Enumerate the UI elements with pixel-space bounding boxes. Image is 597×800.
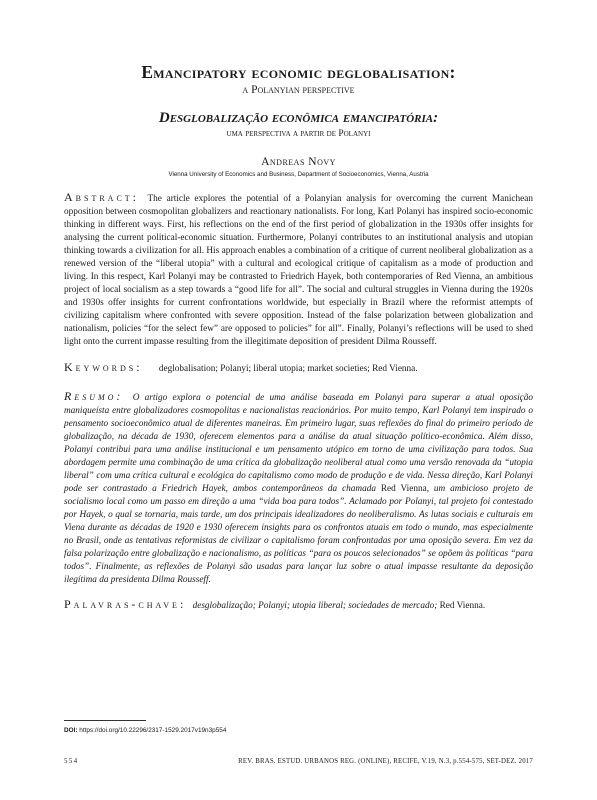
subtitle-portuguese: uma perspectiva a partir de Polanyi bbox=[226, 129, 371, 139]
doi-label: DOI: bbox=[64, 727, 78, 734]
keywords-label: Keywords: bbox=[64, 360, 143, 374]
page-footer bbox=[64, 757, 533, 766]
abstract-label: Abstract: bbox=[64, 190, 140, 204]
subtitle-english: a Polanyian perspective bbox=[242, 84, 355, 96]
abstract-text: The article explores the potential of a Polanyian analysis for overcoming the current Manichean opposition between cosmopolitan globalizers and reactionary nationalists. For long, Karl Polanyi has inspired socio-economic thinking in different ways. First, his reflections on the end of the first period of globalization in the 1930s offer insights for analysing the current political-economic situation. Furthermore, Polanyi contributes to an institutional analysis and utopian thinking towards a civilization for all. His approach enables a combination of a critique of current neoliberal globalization as a renewed version of the “liberal utopia” with a cultural and ecological critique of capitalism as a mode of production and living. In this respect, Karl Polanyi may be contrasted to Friedrich Hayek, both contemporaries of Red Vienna, an ambitious project of local socialism as a step towards a “good life for all”. The social and cultural struggles in Vienna during the 1920s and 1930s offer insights for current confrontations worldwide, but especially in Brazil where the reformist attempts of civilizing capitalism where confronted with severe opposition. Instead of the false polarization between globalization and nationalism, policies “for the select few” are opposed to policies” for all”. Finally, Polanyi’s reflections will be used to shed light onto the current impasse resulting from the illegitimate deposition of president Dilma Rousseff. bbox=[64, 194, 533, 347]
resumo-paragraph bbox=[64, 390, 533, 587]
page-number: 554 bbox=[64, 758, 79, 765]
resumo-text-part2: , um ambicioso projeto de socialismo local como um passo em direção a uma “vida boa para todos”. Aclamado por Polanyi, tal projeto foi contestado por Hayek, o qual se tornaria, mais tarde, um dos principais idealizadores do neoliberalismo. As lutas sociais e culturais em Viena durante as décadas de 1920 e 1930 oferecem insights para os confrontos atuais em todo o mundo, mas especialmente no Brasil, onde as tentativas reformistas de civilizar o capitalismo foram confrontadas por uma oposição severa. Em vez da falsa polarização entre globalização e nacionalismo, as políticas “para os poucos selecionados” se opõem às políticas “para todos”. Finalmente, as reflexões de Polanyi são usadas para lançar luz sobre o atual impasse resultante da deposição ilegítima da presidenta Dilma Rousseff. bbox=[64, 484, 534, 585]
keywords-text: deglobalisation; Polanyi; liberal utopia; market societies; Red Vienna. bbox=[158, 364, 418, 374]
resumo-text-upright: Red Vienna bbox=[380, 484, 427, 494]
title-portuguese: Desglobalização econômica emancipatória: bbox=[158, 110, 439, 126]
palavras-chave-italic: desglobalização; Polanyi; utopia liberal; sociedades de mercado; bbox=[192, 601, 438, 611]
palavras-chave-label: Palavras-chave: bbox=[64, 597, 187, 611]
palavras-chave-paragraph bbox=[64, 598, 533, 613]
abstract-paragraph bbox=[64, 191, 533, 349]
journal-citation: REV. BRAS. ESTUD. URBANOS REG. (ONLINE), RECIFE, V.19, N.3, p.554-575, SET-DEZ. 2017 bbox=[238, 758, 533, 765]
doi-divider bbox=[64, 720, 146, 721]
resumo-text-part1: O artigo explora o potencial de uma análise baseada em Polanyi para superar a atual oposição maniqueísta entre globalizadores cosmopolitas e nacionalistas reacionários. Por muito tempo, Karl Polanyi tem inspirado o pensamento socioeconômico atual de diferentes maneiras. Em primeiro lugar, suas reflexões do final do primeiro período de globalização, na década de 1930, oferecem elementos para a análise da atual situação político-econômica. Além disso, Polanyi contribui para uma análise institucional e um pensamento utópico em torno de uma civilização para todos. Sua abordagem permite uma combinação de uma crítica da globalização neoliberal atual como uma versão renovada da “utopia liberal” com uma crítica cultural e ecológica do capitalismo como modo de produção e de vida. Nessa direção, Karl Polanyi pode ser contrastado a Friedrich Hayek, ambos contemporâneos da chamada bbox=[64, 393, 533, 494]
author-affiliation: Vienna University of Economics and Business, Department of Socioeconomics, Vienna, Austria bbox=[168, 171, 429, 178]
title-english: Emancipatory economic deglobalisation: bbox=[141, 62, 456, 82]
author-name: Andreas Novy bbox=[261, 156, 336, 168]
resumo-label: Resumo: bbox=[64, 389, 124, 403]
doi-link[interactable]: https://doi.org/10.22296/2317-1529.2017v19n3p554 bbox=[77, 727, 227, 734]
doi-line bbox=[64, 726, 226, 735]
palavras-chave-upright: Red Vienna. bbox=[437, 601, 486, 611]
keywords-paragraph bbox=[64, 361, 533, 376]
